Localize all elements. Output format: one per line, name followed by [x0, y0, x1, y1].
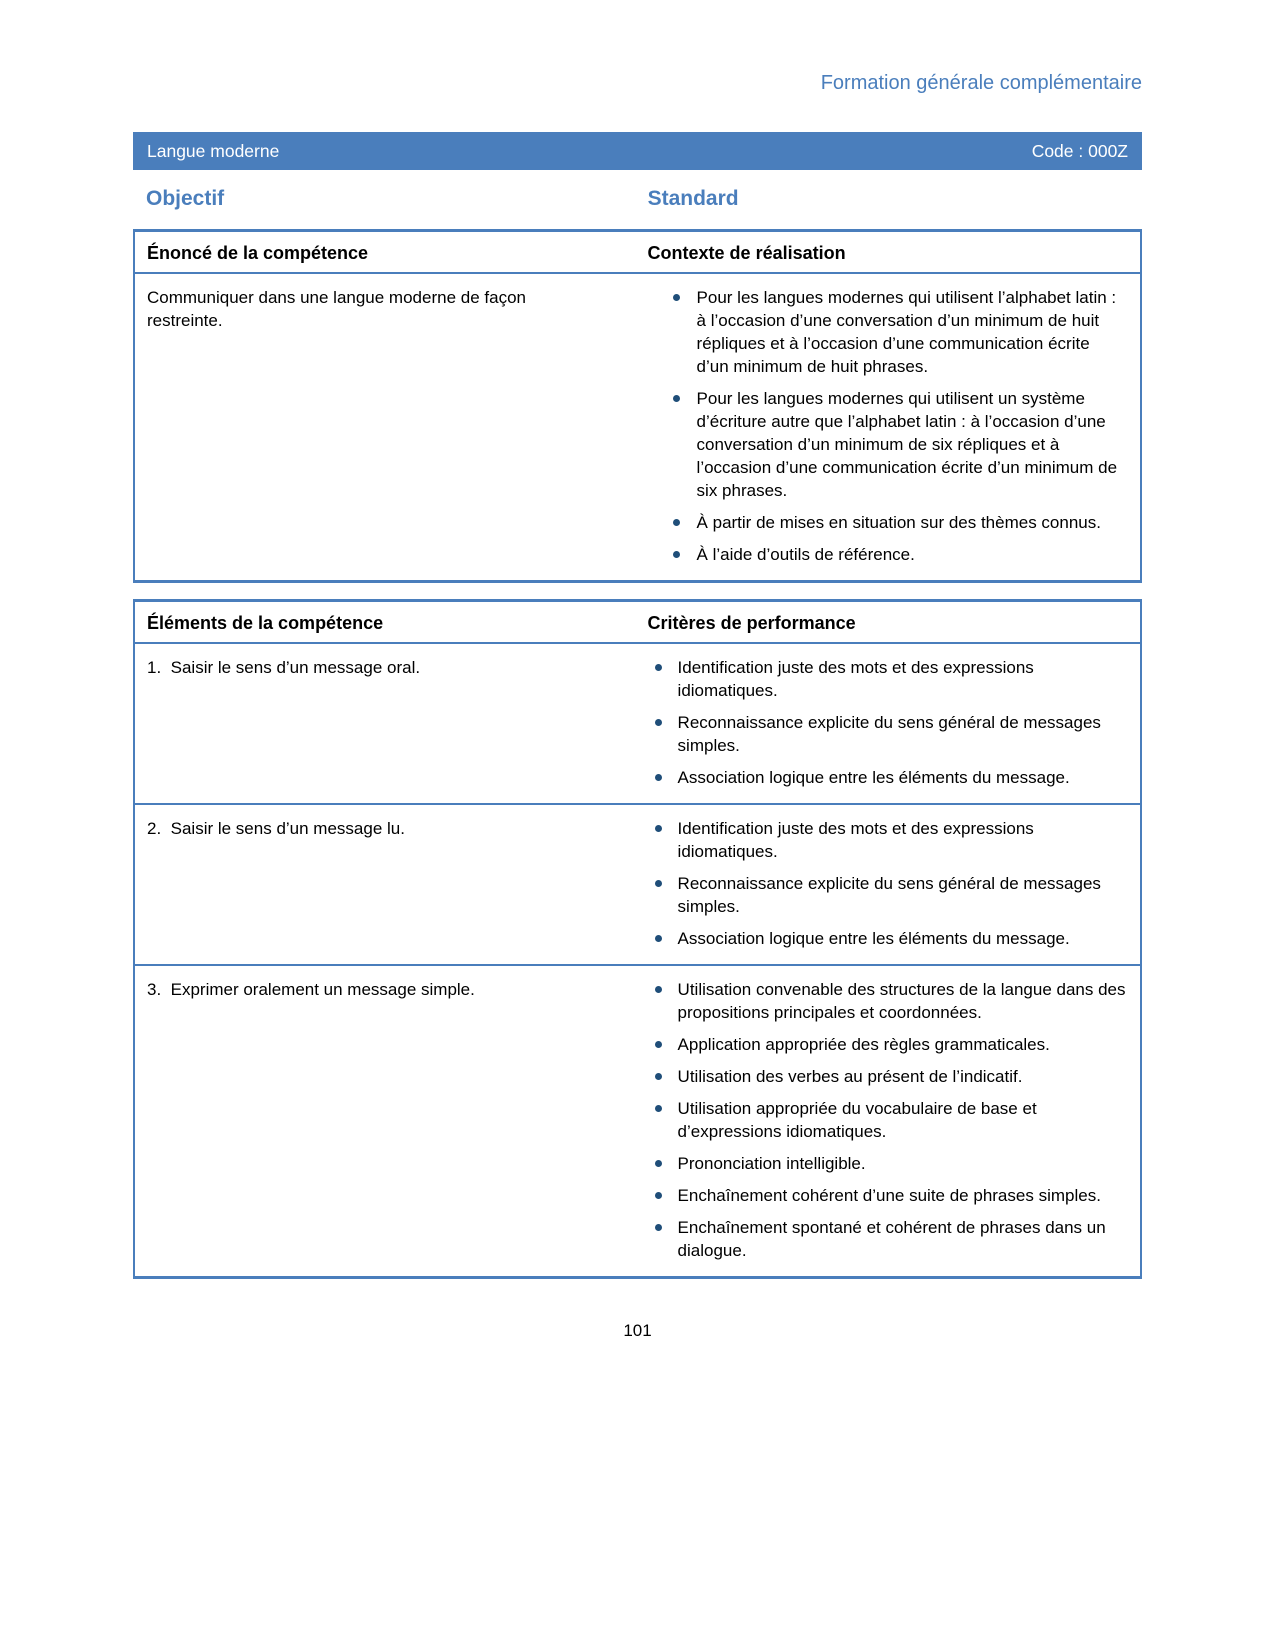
bullet-item: Prononciation intelligible. [648, 1152, 1126, 1175]
criteria-bullet-list [648, 817, 1126, 950]
banner-code: Code : 000Z [1031, 140, 1128, 161]
course-banner [133, 132, 1142, 170]
bullet-item: Reconnaissance explicite du sens général de messages simples. [648, 711, 1126, 757]
elements-table-header [135, 602, 1140, 644]
bullet-item: Pour les langues modernes qui utilisent un système d’écriture autre que l’alphabet latin : à l’occasion d’une conversation d’un minimum de six répliques et à l’occasion d’une communication écrite d’un minimum de six phrases. [648, 387, 1126, 502]
criteria-cell [648, 656, 1140, 789]
objectif-table [133, 229, 1142, 583]
page-content [133, 0, 1142, 1341]
element-cell: 1. Saisir le sens d’un message oral. [147, 658, 421, 677]
table-row [135, 803, 1140, 964]
page-number: 101 [623, 1321, 652, 1340]
objectif-table-header [135, 232, 1140, 274]
element-cell: 2. Saisir le sens d’un message lu. [147, 819, 405, 838]
bullet-item: Association logique entre les éléments du message. [648, 766, 1126, 789]
bullet-item: Pour les langues modernes qui utilisent l’alphabet latin : à l’occasion d’une conversation d’un minimum de huit répliques et à l’occasion d’une communication écrite d’un minimum de huit phrases. [648, 286, 1126, 378]
bullet-item: Utilisation des verbes au présent de l’indicatif. [648, 1065, 1126, 1088]
criteria-cell [648, 817, 1140, 950]
contexte-header: Contexte de réalisation [647, 243, 846, 263]
heading-standard: Standard [647, 187, 739, 210]
elements-table [133, 599, 1142, 1279]
table-row [135, 644, 1140, 803]
bullet-item: Reconnaissance explicite du sens général de messages simples. [648, 872, 1126, 918]
bullet-item: Association logique entre les éléments du message. [648, 927, 1126, 950]
statement-cell: Communiquer dans une langue moderne de façon restreinte. [147, 288, 526, 330]
bullet-item: Identification juste des mots et des expressions idiomatiques. [648, 817, 1126, 863]
section-headings [133, 184, 1142, 213]
bullet-item: Utilisation convenable des structures de la langue dans des propositions principales et coordonnées. [648, 978, 1126, 1024]
banner-title: Langue moderne [147, 140, 280, 161]
heading-objectif: Objectif [146, 187, 225, 210]
table-row [135, 274, 1140, 580]
context-cell [648, 286, 1140, 566]
criteria-cell [648, 978, 1140, 1262]
enonce-header: Énoncé de la compétence [147, 243, 369, 263]
context-bullet-list [648, 286, 1126, 566]
document-header: Formation générale complémentaire [820, 72, 1142, 94]
bullet-item: Utilisation appropriée du vocabulaire de base et d’expressions idiomatiques. [648, 1097, 1126, 1143]
criteria-bullet-list [648, 656, 1126, 789]
element-cell: 3. Exprimer oralement un message simple. [147, 980, 475, 999]
elements-header: Éléments de la compétence [147, 613, 384, 633]
bullet-item: Identification juste des mots et des expressions idiomatiques. [648, 656, 1126, 702]
bullet-item: Enchaînement spontané et cohérent de phrases dans un dialogue. [648, 1216, 1126, 1262]
bullet-item: À partir de mises en situation sur des thèmes connus. [648, 511, 1126, 534]
bullet-item: À l’aide d’outils de référence. [648, 543, 1126, 566]
criteres-header: Critères de performance [647, 613, 856, 633]
criteria-bullet-list [648, 978, 1126, 1262]
table-row [135, 964, 1140, 1276]
bullet-item: Enchaînement cohérent d’une suite de phrases simples. [648, 1184, 1126, 1207]
bullet-item: Application appropriée des règles grammaticales. [648, 1033, 1126, 1056]
